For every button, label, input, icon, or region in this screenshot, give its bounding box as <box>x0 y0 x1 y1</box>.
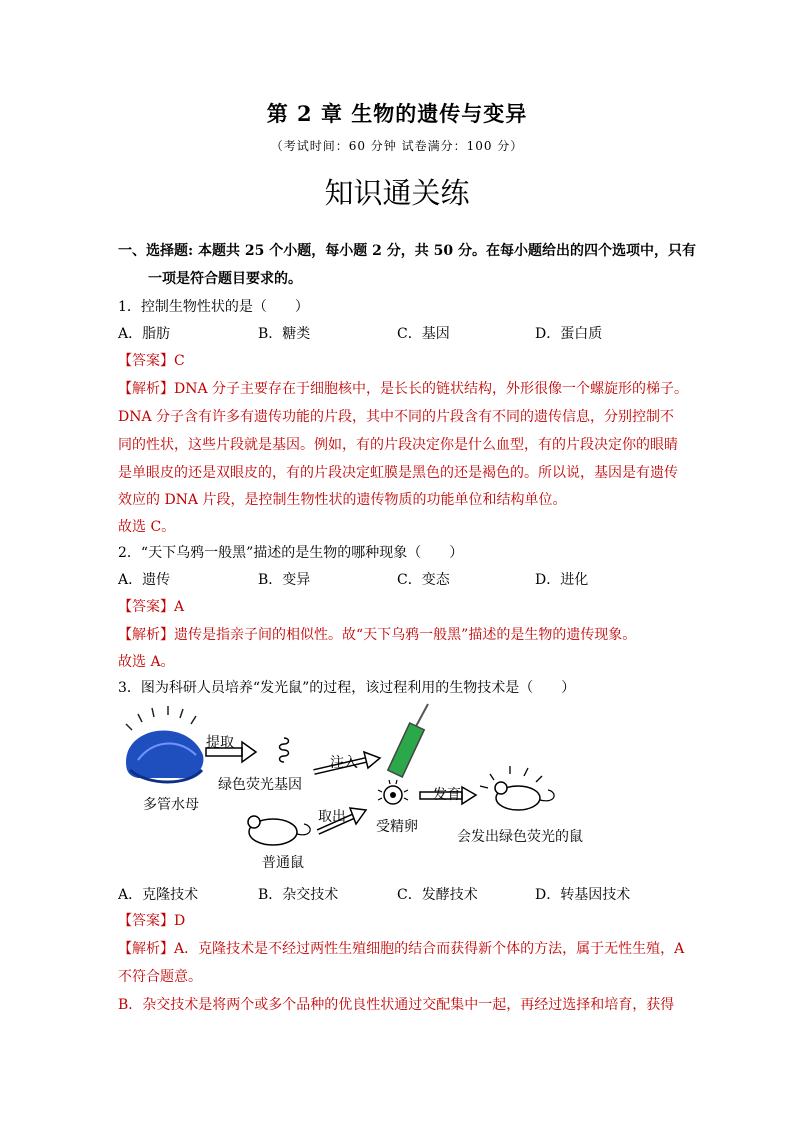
exam-info: （考试时间：60 分钟 试卷满分：100 分） <box>270 139 524 153</box>
q3-answer: 【答案】D <box>118 913 186 929</box>
q1-stem: 1．控制生物性状的是（ ） <box>118 299 309 315</box>
q1-analysis-line: 【解析】DNA 分子主要存在于细胞核中，是长长的链状结构，外形很像一个螺旋形的梯子。 <box>118 381 689 397</box>
q3-stem: 3．图为科研人员培养“发光鼠”的过程，该过程利用的生物技术是（ ） <box>118 680 576 696</box>
q1-option-a: A．脂肪 <box>118 326 171 342</box>
section-title: 知识通关练 <box>324 176 470 210</box>
normal-mouse-icon <box>248 816 310 845</box>
instructions-line-1: 一、选择题: 本题共 25 个小题，每小题 2 分，共 50 分。在每小题给出的四个选项中，只有 <box>118 243 696 259</box>
glowing-mouse-icon <box>480 766 554 810</box>
q1-analysis-line: 同的性状，这些片段就是基因。例如，有的片段决定你是什么血型，有的片段决定你的眼睛 <box>118 437 678 453</box>
q1-analysis-line: DNA 分子含有许多有遗传功能的片段，其中不同的片段含有不同的遗传信息，分别控制不 <box>118 409 675 425</box>
q1-analysis-line: 是单眼皮的还是双眼皮的，有的片段决定虹膜是黑色的还是褐色的。所以说，基因是有遗传 <box>118 465 678 481</box>
q2-option-b: B．变异 <box>258 572 311 588</box>
fig-label-take-out: 取出 <box>318 809 346 825</box>
chapter-title: 第 2 章 生物的遗传与变异 <box>266 101 528 126</box>
q3-option-c: C．发酵技术 <box>397 887 478 903</box>
q2-option-d: D．进化 <box>535 572 589 588</box>
fig-label-glowing-mouse: 会发出绿色荧光的鼠 <box>457 829 583 845</box>
q3-option-d: D．转基因技术 <box>535 887 631 903</box>
q2-conclusion: 故选 A。 <box>118 654 175 670</box>
q3-analysis-line: B．杂交技术是将两个或多个品种的优良性状通过交配集中一起，再经过选择和培育，获得 <box>118 997 675 1013</box>
q3-analysis-line: 【解析】A．克隆技术是不经过两性生殖细胞的结合而获得新个体的方法，属于无性生殖，A <box>118 941 685 957</box>
instructions-line-2: 一项是符合题目要求的。 <box>148 271 302 287</box>
q2-option-a: A．遗传 <box>118 572 171 588</box>
q1-analysis-line: 效应的 DNA 片段，是控制生物性状的遗传物质的功能单位和结构单位。 <box>118 492 567 508</box>
q2-stem: 2．“天下乌鸦一般黑”描述的是生物的哪种现象（ ） <box>118 545 464 561</box>
gene-coil-icon <box>280 738 289 762</box>
q3-option-a: A．克隆技术 <box>118 887 199 903</box>
fig-label-jellyfish: 多管水母 <box>143 797 199 813</box>
q1-conclusion: 故选 C。 <box>118 519 176 535</box>
q1-answer: 【答案】C <box>118 353 185 369</box>
q1-option-d: D．蛋白质 <box>535 326 603 342</box>
fig-label-extract: 提取 <box>206 735 234 751</box>
q2-answer: 【答案】A <box>118 599 185 615</box>
q3-option-b: B．杂交技术 <box>258 887 339 903</box>
fig-label-develop: 发育 <box>433 787 461 803</box>
q3-analysis-line: 不符合题意。 <box>118 969 202 985</box>
fig-label-gfp-gene: 绿色荧光基因 <box>218 777 302 793</box>
q1-option-b: B．糖类 <box>258 326 311 342</box>
q2-option-c: C．变态 <box>397 572 450 588</box>
q1-option-c: C．基因 <box>397 326 450 342</box>
q2-analysis: 【解析】遗传是指亲子间的相似性。故“天下乌鸦一般黑”描述的是生物的遗传现象。 <box>118 627 637 643</box>
fig-label-fertilized-egg: 受精卵 <box>376 819 418 835</box>
fig-label-inject: 注入 <box>330 755 358 771</box>
fig-label-normal-mouse: 普通鼠 <box>262 855 304 871</box>
jellyfish-icon <box>126 706 203 782</box>
fertilized-egg-icon <box>378 780 408 804</box>
